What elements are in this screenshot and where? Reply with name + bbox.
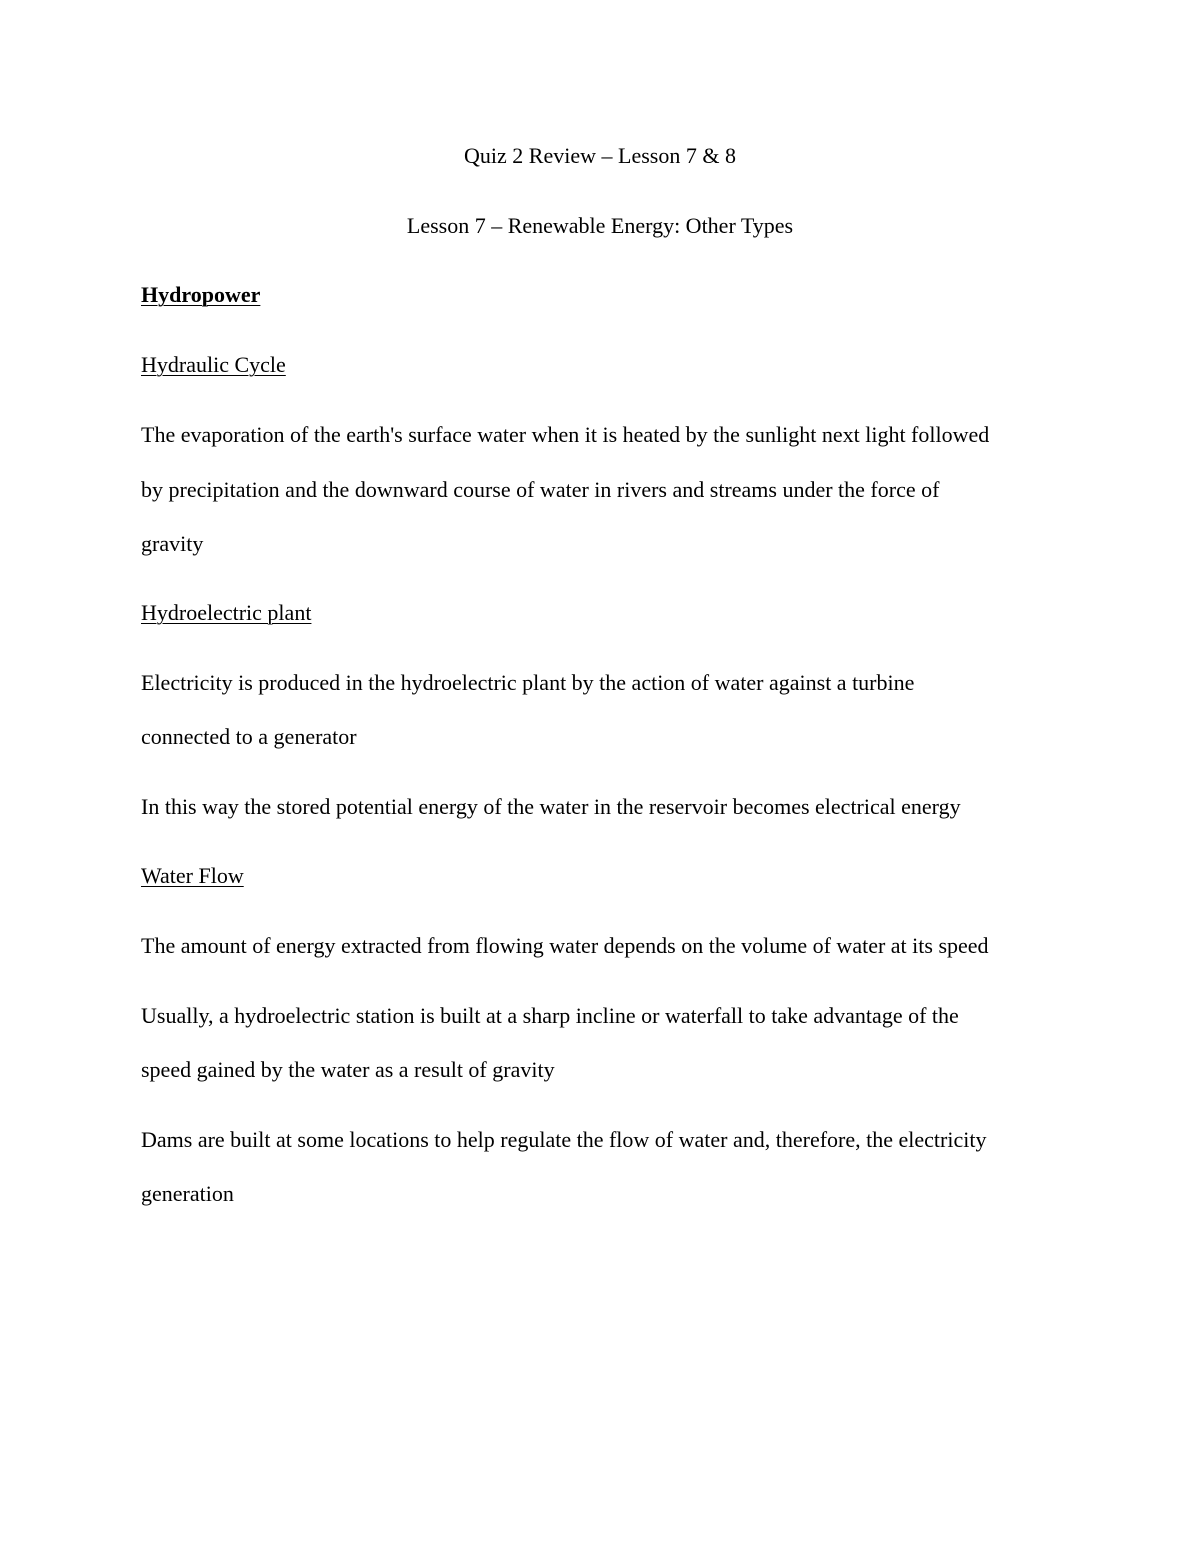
paragraph-line: speed gained by the water as a result of gravity xyxy=(141,1057,555,1082)
paragraph-line: by precipitation and the downward course of water in rivers and streams under the force of xyxy=(141,477,940,502)
document-subtitle: Lesson 7 – Renewable Energy: Other Types xyxy=(406,213,794,238)
paragraph-line: Electricity is produced in the hydroelectric plant by the action of water against a turbine xyxy=(141,670,915,695)
paragraph-line: The amount of energy extracted from flowing water depends on the volume of water at its speed xyxy=(141,933,989,958)
section-heading-hydropower: Hydropower xyxy=(141,282,261,307)
paragraph-line: Dams are built at some locations to help regulate the flow of water and, therefore, the electricity xyxy=(141,1127,987,1152)
subsection-heading-hydroelectric-plant: Hydroelectric plant xyxy=(141,600,312,625)
paragraph-line: Usually, a hydroelectric station is built at a sharp incline or waterfall to take advantage of the xyxy=(141,1003,959,1028)
subsection-heading-hydraulic-cycle: Hydraulic Cycle xyxy=(141,352,286,377)
paragraph-line: generation xyxy=(141,1181,234,1206)
paragraph-line: In this way the stored potential energy of the water in the reservoir becomes electrical energy xyxy=(141,794,961,819)
document-title: Quiz 2 Review – Lesson 7 & 8 xyxy=(464,143,736,168)
paragraph-line: connected to a generator xyxy=(141,724,357,749)
paragraph-line: gravity xyxy=(141,531,204,556)
subsection-heading-water-flow: Water Flow xyxy=(141,863,244,888)
paragraph-line: The evaporation of the earth's surface water when it is heated by the sunlight next light followed xyxy=(141,422,990,447)
